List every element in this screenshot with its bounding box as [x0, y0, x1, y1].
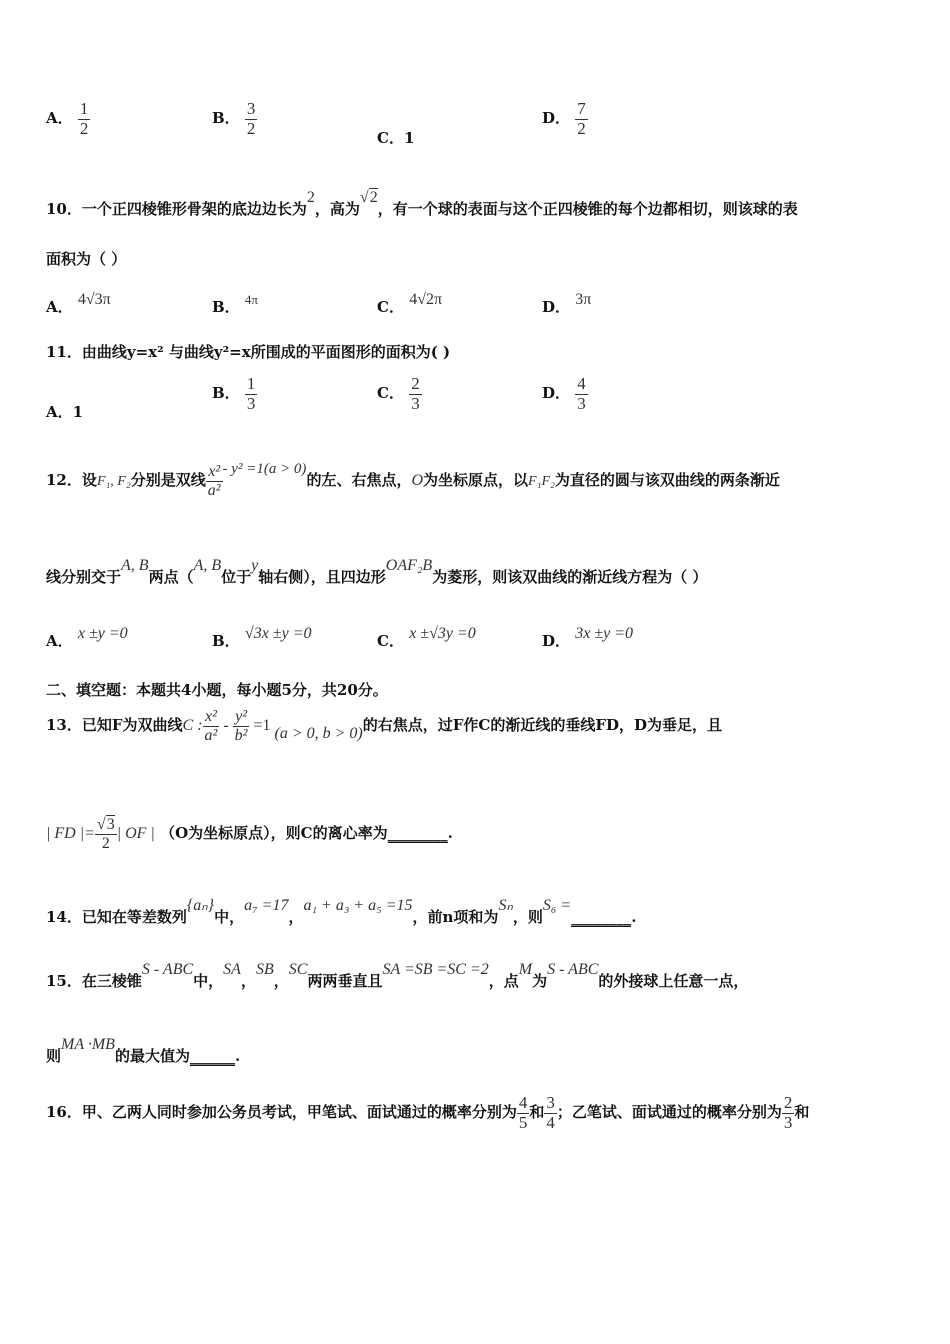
q16-stem: 16．甲、乙两人同时参加公务员考试，甲笔试、面试通过的概率分别为 $\frac{4}{5}$ 和 $\frac{3}{4}$ ；乙笔试、面试通过的概率分别为 $\frac{2}{3}$ 和 [46, 1093, 810, 1132]
fraction: $\frac{√3}{2}$ [96, 816, 115, 852]
q11-option-d: D． $\frac{4}{3}$ [542, 374, 586, 413]
q14-stem: 14．已知在等差数列{aₙ}中，a₇ =17，a₁ + a₃ + a₅ =15，前n项和为Sₙ，则S₆ =________. [46, 897, 637, 926]
q9-option-d: D． $\frac{7}{2}$ [542, 99, 586, 138]
q11-option-a: A．1 [46, 403, 84, 421]
section-heading: 二、填空题：本题共4小题，每小题5分，共20分。 [46, 681, 388, 699]
fraction: $\frac{1}{2}$ [79, 99, 89, 138]
fraction: $\frac{\text{x²}}{\text{a²}}$ [204, 708, 218, 744]
q15-stem-line2: 则MA ·MB的最大值为______. [46, 1036, 241, 1065]
fraction: $\frac{\text{y²}}{\text{b²}}$ [234, 708, 248, 744]
fraction: $\frac{4}{3}$ [577, 374, 586, 413]
q12-option-c: C． x ±√3y =0 [377, 625, 476, 650]
fraction: $\frac{2}{3}$ [783, 1093, 793, 1132]
q12-option-a: A． x ±y =0 [46, 625, 128, 650]
q13-stem-line1: 13．已知F为双曲线C : $\frac{\text{x²}}{\text{a²}}$ - $\frac{\text{y²}}{\text{b²}}$ =1 (a > 0, b > 0)的右焦点，过F作C的渐近线的垂线FD，D为垂足，且 [46, 708, 722, 744]
answer-blank: ________ [571, 908, 632, 926]
q13-stem-line2: | FD |= $\frac{√3}{2}$ | OF | （O为坐标原点），则C的离心率为________. [46, 816, 453, 852]
q11-stem: 11．由曲线y=x² 与曲线y²=x所围成的平面图形的面积为( ) [46, 343, 451, 361]
fraction: $\frac{3}{4}$ [546, 1093, 555, 1132]
q9-option-a: A． $\frac{1}{2}$ [46, 99, 89, 138]
q10-stem-line1: 10．一个正四棱锥形骨架的底边边长为2，高为√2，有一个球的表面与这个正四棱锥的每个边都相切，则该球的表 [46, 189, 798, 218]
fraction: $\frac{4}{5}$ [518, 1093, 528, 1132]
q10-option-a: A． 4√3π [46, 291, 111, 316]
q12-option-d: D． 3x ±y =0 [542, 625, 634, 650]
hyperbola-fraction: $\frac{\text{x²}}{\text{a²}}$ [207, 463, 221, 499]
fraction: $\frac{2}{3}$ [411, 374, 420, 413]
q9-option-b: B． $\frac{3}{2}$ [212, 99, 256, 138]
q11-option-b: B． $\frac{1}{3}$ [212, 374, 256, 413]
fraction: $\frac{1}{3}$ [246, 374, 256, 413]
q10-option-d: D． 3π [542, 291, 592, 316]
fraction: $\frac{3}{2}$ [246, 99, 256, 138]
q10-option-b: B． 4π [212, 292, 258, 316]
fraction: $\frac{7}{2}$ [577, 99, 586, 138]
answer-blank: ______ [189, 1047, 235, 1065]
q12-option-b: B． √3x ±y =0 [212, 625, 312, 650]
q9-option-c: C．1 [377, 129, 415, 147]
q10-stem-line2: 面积为（ ） [46, 250, 127, 268]
q11-option-c: C． $\frac{2}{3}$ [377, 374, 420, 413]
q12-stem-line2: 线分别交于A, B两点（A, B位于y轴右侧），且四边形OAF₂B为菱形，则该双曲线的渐近线方程为（ ） [46, 557, 708, 586]
answer-blank: ________ [387, 824, 448, 843]
q12-stem-line1: 12．设F₁, F₂分别是双线 $\frac{\text{x²}}{\text{a²}}$ - y² =1(a > 0)的左、右焦点，O为坐标原点，以F₁F₂为直径的圆与该双曲线的两条渐近 [46, 461, 780, 499]
q15-stem-line1: 15．在三棱锥S - ABC中，SA，SB，SC两两垂直且SA =SB =SC =2，点M为S - ABC的外接球上任意一点， [46, 961, 749, 990]
q10-option-c: C． 4√2π [377, 291, 443, 316]
